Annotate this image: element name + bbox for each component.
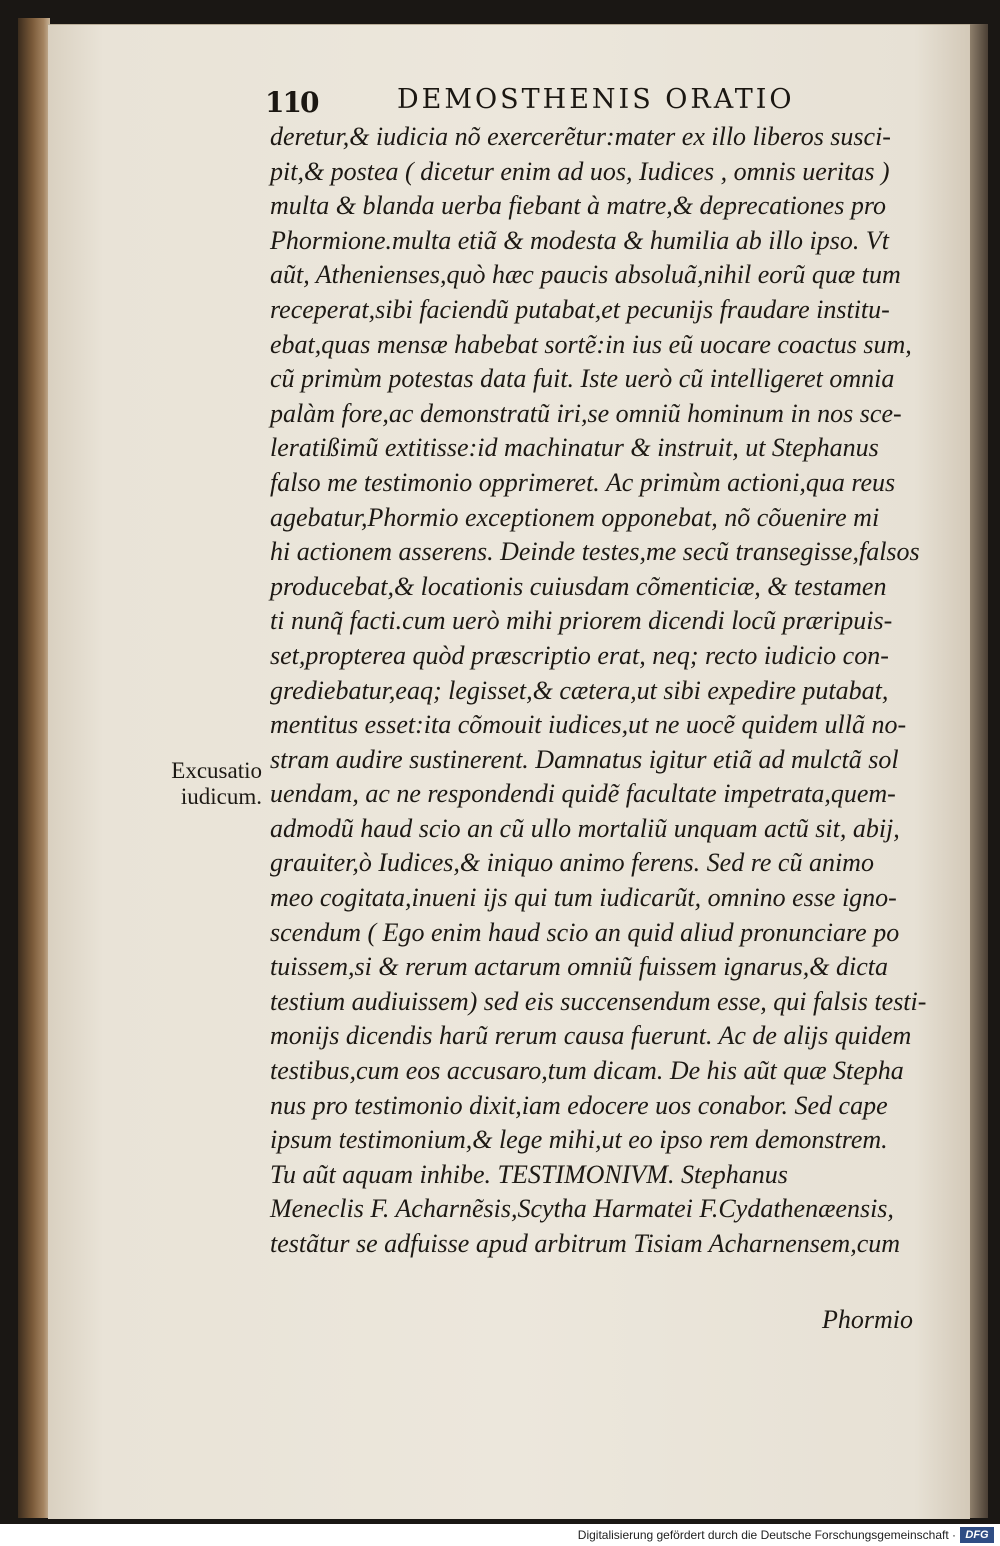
text-line: pit,& postea ( dicetur enim ad uos, Iudices , omnis ueritas ): [270, 156, 890, 186]
text-line: grediebatur,eaq; legisset,& cætera,ut sibi expedire putabat,: [270, 675, 889, 705]
text-line: admodũ haud scio an cũ ullo mortaliũ unquam actũ sit, abij,: [270, 813, 900, 843]
text-line: hi actionem asserens. Deinde testes,me secũ transegisse,falsos: [270, 537, 920, 567]
text-line: ti nunq̃ facti.cum uerò mihi priorem dicendi locũ præripuis-: [270, 606, 893, 636]
marginal-note: [150, 758, 262, 810]
text-line: uendam, ac ne respondendi quidẽ facultate impetrata,quem-: [270, 779, 896, 809]
text-line: set,propterea quòd præscriptio erat, neq; recto iudicio con-: [270, 640, 889, 670]
footer-bar: [0, 1524, 1000, 1546]
text-line: tuissem,si & rerum actarum omniũ fuissem ignarus,& dicta: [270, 952, 888, 982]
footer-credit: Digitalisierung gefördert durch die Deutsche Forschungsgemeinschaft ·: [577, 1528, 956, 1542]
text-line: scendum ( Ego enim haud scio an quid aliud pronunciare po: [270, 917, 900, 947]
text-line: Meneclis F. Acharnẽsis,Scytha Harmatei F.Cydathenæensis,: [270, 1194, 894, 1224]
text-line: testãtur se adfuisse apud arbitrum Tisiam Acharnensem,cum: [270, 1229, 901, 1258]
text-line: leratißimũ extitisse:id machinatur & instruit, ut Stephanus: [270, 433, 879, 463]
marginal-note-line: iudicum.: [180, 784, 262, 809]
dfg-logo: DFG: [960, 1527, 994, 1543]
text-line: agebatur,Phormio exceptionem opponebat, nõ cõuenire mi: [270, 502, 880, 532]
running-title: DEMOSTHENIS ORATIO: [397, 84, 795, 115]
text-line: palàm fore,ac demonstratũ iri,se omniũ hominum in nos sce-: [270, 398, 902, 428]
text-line: Tu aũt aquam inhibe. TESTIMONIVM. Stephanus: [270, 1159, 788, 1189]
text-line: falso me testimonio opprimeret. Ac primùm actioni,qua reus: [270, 467, 896, 497]
text-line: multa & blanda uerba fiebant à matre,& deprecationes pro: [270, 191, 886, 221]
text-line: monijs dicendis harũ rerum causa fuerunt. Ac de alijs quidem: [270, 1021, 912, 1051]
page-header: [265, 84, 945, 124]
catchword: Phormio: [822, 1305, 913, 1334]
marginal-note-line: Excusatio: [171, 758, 262, 783]
text-line: mentitus esset:ita cõmouit iudices,ut ne uocẽ quidem ullã no-: [270, 710, 907, 740]
text-line: stram audire sustinerent. Damnatus igitur etiã ad mulctã sol: [270, 744, 899, 774]
text-line: receperat,sibi faciendũ putabat,et pecunijs fraudare institu-: [270, 294, 890, 324]
text-line: nus pro testimonio dixit,iam edocere uos conabor. Sed cape: [270, 1090, 888, 1120]
text-line: ipsum testimonium,& lege mihi,ut eo ipso rem demonstrem.: [270, 1125, 888, 1155]
text-line: grauiter,ò Iudices,& iniquo animo ferens. Sed re cũ animo: [270, 848, 874, 878]
book-binding: [18, 18, 50, 1518]
page-edge-shadow: [970, 24, 988, 1518]
page-number: 110: [265, 86, 318, 119]
text-line: aũt, Athenienses,quò hæc paucis absoluã,nihil eorũ quæ tum: [270, 260, 901, 290]
text-line: meo cogitata,inueni ijs qui tum iudicarũt, omnino esse igno-: [270, 883, 897, 913]
text-line: Phormione.multa etiã & modesta & humilia ab illo ipso. Vt: [270, 225, 889, 255]
text-line: testium audiuissem) sed eis succensendum esse, qui falsis testi-: [270, 986, 927, 1016]
text-line: deretur,& iudicia nõ exercerẽtur:mater ex illo liberos susci-: [270, 122, 891, 151]
text-line: testibus,cum eos accusaro,tum dicam. De his aũt quæ Stepha: [270, 1056, 904, 1086]
text-line: cũ primùm potestas data fuit. Iste uerò cũ intelligeret omnia: [270, 364, 895, 394]
text-line: ebat,quas mensæ habebat sortẽ:in ius eũ uocare coactus sum,: [270, 329, 912, 359]
text-line: producebat,& locationis cuiusdam cõmenticiæ, & testamen: [270, 571, 887, 601]
body-text: [270, 120, 942, 1262]
